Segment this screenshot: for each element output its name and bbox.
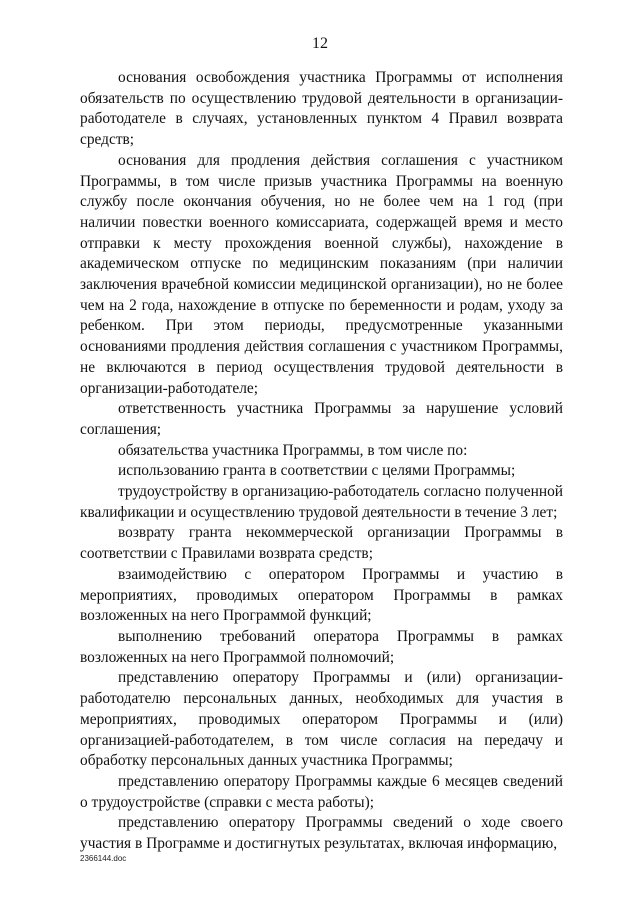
- paragraph: основания для продления действия соглашения с участником Программы, в том числе призыв участника Программы на военную службу после окончания обучения, но не более чем на 1 год (при наличии повестки военного комиссариата, содержащей время и место отправки к месту прохождения военной службы), нахождение в академическом отпуске по медицинским показаниям (при наличии заключения врачебной комиссии медицинской организации), но не более чем на 2 года, нахождение в отпуске по беременности и родам, уходу за ребенком. При этом периоды, предусмотренные указанными основаниями продления действия соглашения с участником Программы, не включаются в период осуществления трудовой деятельности в организации-работодателе;: [80, 151, 563, 397]
- paragraph: выполнению требований оператора Программы в рамках возложенных на него Программой полномочий;: [80, 627, 563, 666]
- paragraph: использованию гранта в соответствии с целями Программы;: [118, 462, 516, 480]
- page-number: 12: [312, 35, 328, 52]
- paragraph: взаимодействию с оператором Программы и участию в мероприятиях, проводимых оператором Программы в рамках возложенных на него Программой функций;: [80, 565, 563, 625]
- paragraph: основания освобождения участника Программы от исполнения обязательств по осуществлению трудовой деятельности в организации-работодателе в случаях, установленных пунктом 4 Правил возврата средств;: [80, 69, 563, 149]
- paragraph: трудоустройству в организацию-работодатель согласно полученной квалификации и осуществлению трудовой деятельности в течение 3 лет;: [80, 483, 563, 521]
- paragraph: представлению оператору Программы каждые 6 месяцев сведений о трудоустройстве (справки с места работы);: [80, 772, 563, 811]
- paragraph: ответственность участника Программы за нарушение условий соглашения;: [80, 400, 563, 438]
- document-body: [80, 68, 563, 855]
- paragraph: представлению оператору Программы и (или) организации-работодателю персональных данных, необходимых для участия в мероприятиях, проводимых оператором Программы и (или) организацией-работодателем, в том числе согласия на передачу и обработку персональных данных участника Программы;: [80, 669, 563, 770]
- paragraph: обязательства участника Программы, в том числе по:: [118, 441, 468, 459]
- paragraph: возврату гранта некоммерческой организации Программы в соответствии с Правилами возврата средств;: [80, 524, 563, 563]
- paragraph: представлению оператору Программы сведений о ходе своего участия в Программе и достигнутых результатах, включая информацию,: [80, 814, 563, 853]
- footer-filename: 2366144.doc: [80, 854, 127, 863]
